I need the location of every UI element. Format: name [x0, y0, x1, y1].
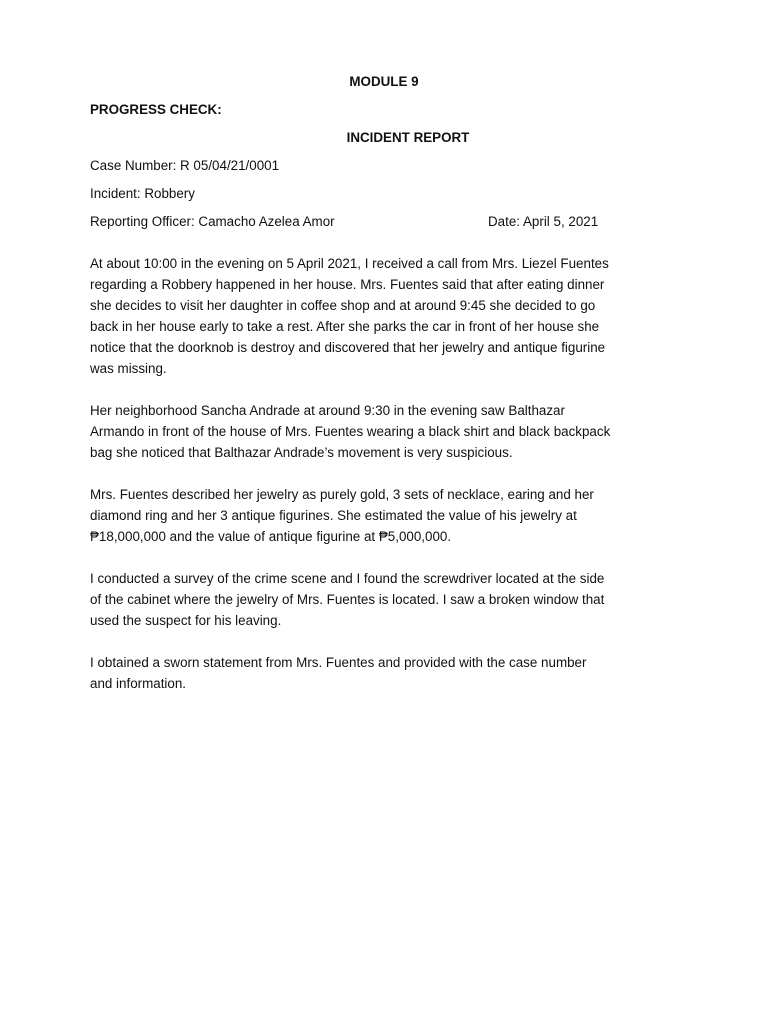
reporting-officer: Reporting Officer: Camacho Azelea Amor	[90, 214, 335, 229]
paragraph-incident-account	[90, 253, 690, 379]
paragraph-line: diamond ring and her 3 antique figurines. She estimated the value of his jewelry at	[90, 508, 577, 523]
paragraph-line: and information.	[90, 676, 187, 691]
paragraph-line: At about 10:00 in the evening on 5 April 2021, I received a call from Mrs. Liezel Fuentes	[90, 256, 609, 271]
paragraph-line: ₱18,000,000 and the value of antique figurine at ₱5,000,000.	[90, 529, 452, 544]
progress-check-heading: PROGRESS CHECK:	[90, 102, 222, 117]
report-date: Date: April 5, 2021	[488, 214, 599, 229]
paragraph-line: back in her house early to take a rest. After she parks the car in front of her house she	[90, 319, 600, 334]
paragraph-line: Armando in front of the house of Mrs. Fuentes wearing a black shirt and black backpack	[90, 424, 611, 439]
incident-type: Incident: Robbery	[90, 186, 195, 201]
module-heading: MODULE 9	[349, 74, 419, 89]
paragraph-line: regarding a Robbery happened in her house. Mrs. Fuentes said that after eating dinner	[90, 277, 605, 292]
paragraph-line: I obtained a sworn statement from Mrs. Fuentes and provided with the case number	[90, 655, 587, 670]
paragraph-line: bag she noticed that Balthazar Andrade’s movement is very suspicious.	[90, 445, 513, 460]
paragraph-stolen-items	[90, 484, 690, 547]
paragraph-line: Mrs. Fuentes described her jewelry as purely gold, 3 sets of necklace, earing and her	[90, 487, 594, 502]
paragraph-line: she decides to visit her daughter in coffee shop and at around 9:45 she decided to go	[90, 298, 596, 313]
paragraph-witness	[90, 400, 690, 463]
paragraph-line: of the cabinet where the jewelry of Mrs. Fuentes is located. I saw a broken window that	[90, 592, 605, 607]
case-number: Case Number: R 05/04/21/0001	[90, 158, 280, 173]
paragraph-line: used the suspect for his leaving.	[90, 613, 282, 628]
paragraph-line: Her neighborhood Sancha Andrade at around 9:30 in the evening saw Balthazar	[90, 403, 565, 418]
paragraph-line: notice that the doorknob is destroy and discovered that her jewelry and antique figurine	[90, 340, 606, 355]
paragraph-crime-scene	[90, 568, 690, 631]
paragraph-statement	[90, 652, 690, 694]
paragraph-line: I conducted a survey of the crime scene and I found the screwdriver located at the side	[90, 571, 605, 586]
paragraph-line: was missing.	[90, 361, 167, 376]
report-title: INCIDENT REPORT	[346, 130, 470, 145]
